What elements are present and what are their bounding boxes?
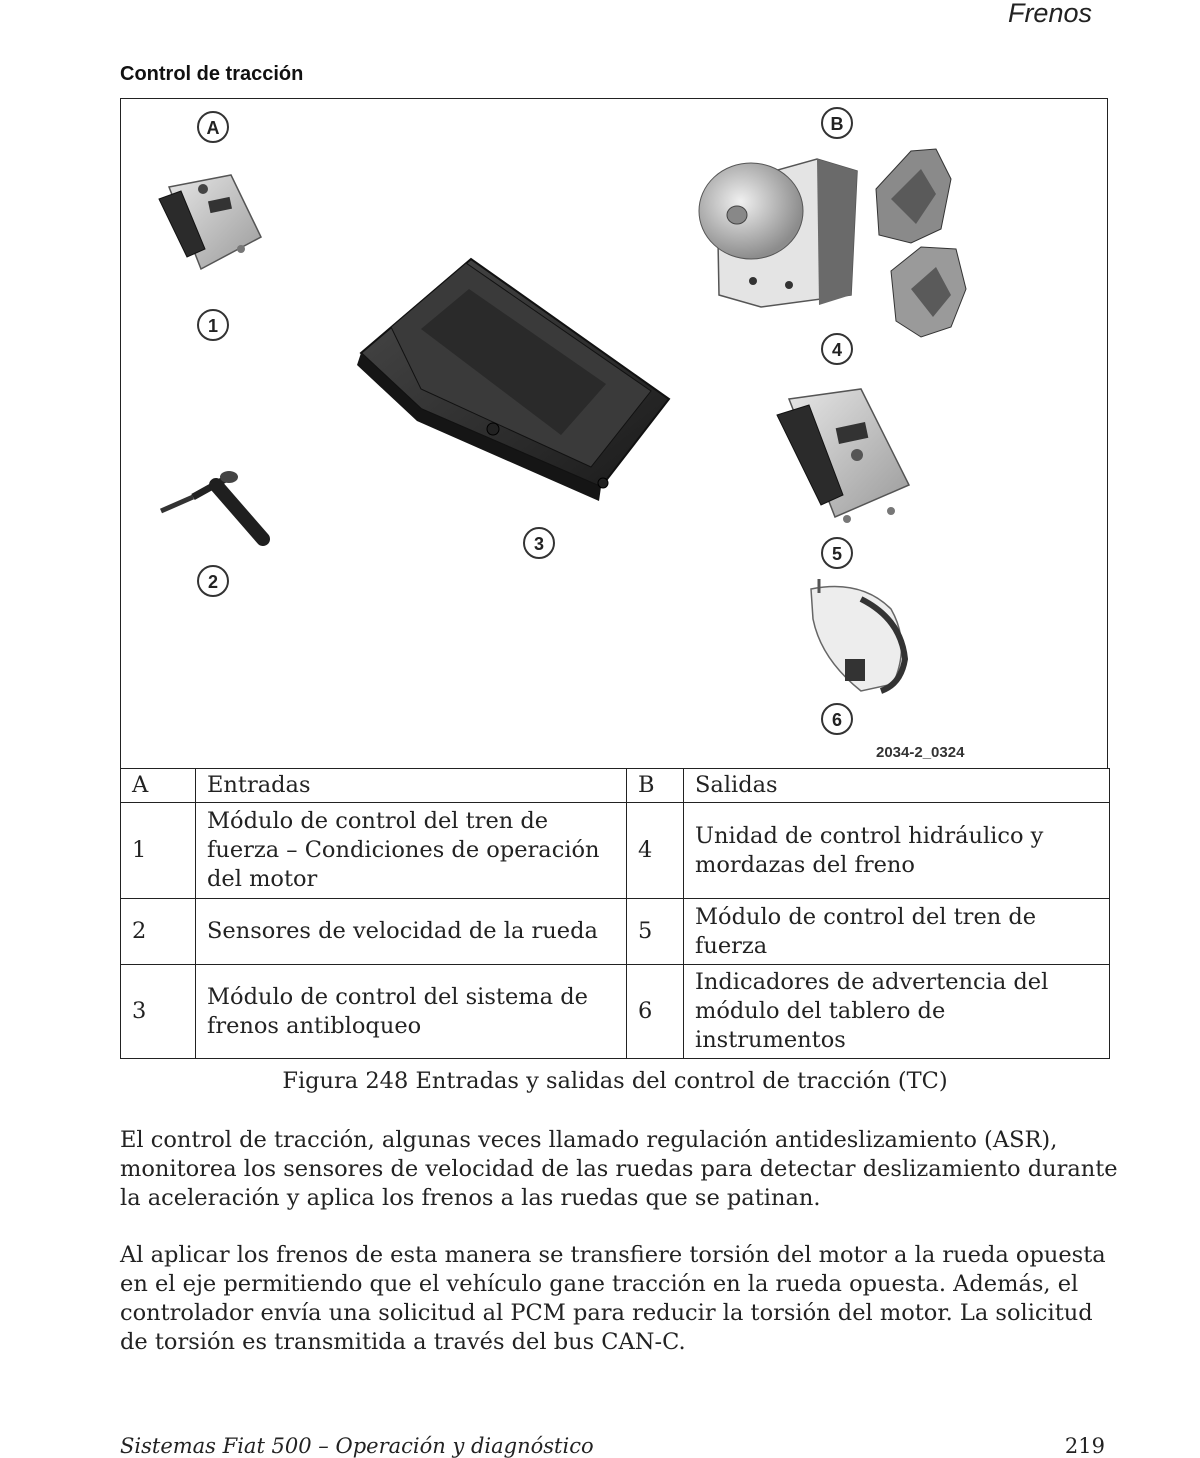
body-paragraph-1: El control de tracción, algunas veces llamado regulación antideslizamiento (ASR), monitorea los sensores de velocidad de las ruedas para detectar deslizamiento durante la aceleración y aplica los frenos a las ruedas que se patinan. [120,1127,1118,1211]
legend-input-description: Sensores de velocidad de la rueda [196,899,627,965]
legend-output-description: Indicadores de advertencia del módulo del tablero de instrumentos [684,965,1110,1059]
legend-header-a: A [121,769,196,803]
body-paragraph-2: Al aplicar los frenos de esta manera se transfiere torsión del motor a la rueda opuesta en el eje permitiendo que el vehículo gane tracción en la rueda opuesta. Además, el controlador envía una solicitud al PCM para reducir la torsión del motor. La solicitud de torsión es transmitida a través del bus CAN-C. [120,1242,1106,1355]
callout-b [822,108,852,138]
figure-caption: Figura 248 Entradas y salidas del control de tracción (TC) [282,1068,948,1094]
legend-output-description: Unidad de control hidráulico y mordazas del freno [684,803,1110,899]
svg-text:A: A [206,118,220,138]
svg-text:5: 5 [831,544,843,564]
legend-row [121,899,1110,965]
svg-text:3: 3 [533,534,545,554]
callout-a [198,112,228,142]
svg-text:1: 1 [207,316,219,336]
legend-table [120,768,1110,1059]
hydraulic-unit-illustration [699,149,966,337]
component-illustration [121,99,1108,768]
svg-text:B: B [830,114,844,134]
wheel-speed-sensor-illustration [161,471,263,539]
page-number: 219 [1064,1434,1105,1458]
figure-illustration [120,98,1108,768]
legend-header-row [121,769,1110,803]
section-title: Control de tracción [120,63,304,85]
svg-text:2: 2 [207,572,219,592]
callout-1 [198,310,228,340]
powertrain-module-illustration-1 [159,175,261,269]
legend-row [121,803,1110,899]
legend-header-b: B [627,769,684,803]
legend-output-number: 4 [627,803,684,899]
legend-output-number: 5 [627,899,684,965]
figure-code: 2034-2_0324 [876,744,965,761]
callout-3 [524,528,554,558]
legend-input-description: Módulo de control del tren de fuerza – Condiciones de operación del motor [196,803,627,899]
powertrain-module-illustration-5 [777,389,909,523]
running-header-section: Frenos [1007,0,1092,28]
legend-input-number: 1 [121,803,196,899]
footer-book-title: Sistemas Fiat 500 – Operación y diagnóstico [120,1434,594,1458]
instrument-cluster-illustration [811,579,905,691]
legend-header-inputs: Entradas [196,769,627,803]
svg-text:6: 6 [831,710,843,730]
callout-5 [822,538,852,568]
legend-input-number: 2 [121,899,196,965]
callout-4 [822,334,852,364]
legend-output-description: Módulo de control del tren de fuerza [684,899,1110,965]
callout-6 [822,704,852,734]
legend-input-description: Módulo de control del sistema de frenos antibloqueo [196,965,627,1059]
legend-header-outputs: Salidas [684,769,1110,803]
legend-input-number: 3 [121,965,196,1059]
legend-row [121,965,1110,1059]
callout-2 [198,566,228,596]
legend-output-number: 6 [627,965,684,1059]
abs-module-illustration [357,259,669,501]
svg-text:4: 4 [831,340,843,360]
